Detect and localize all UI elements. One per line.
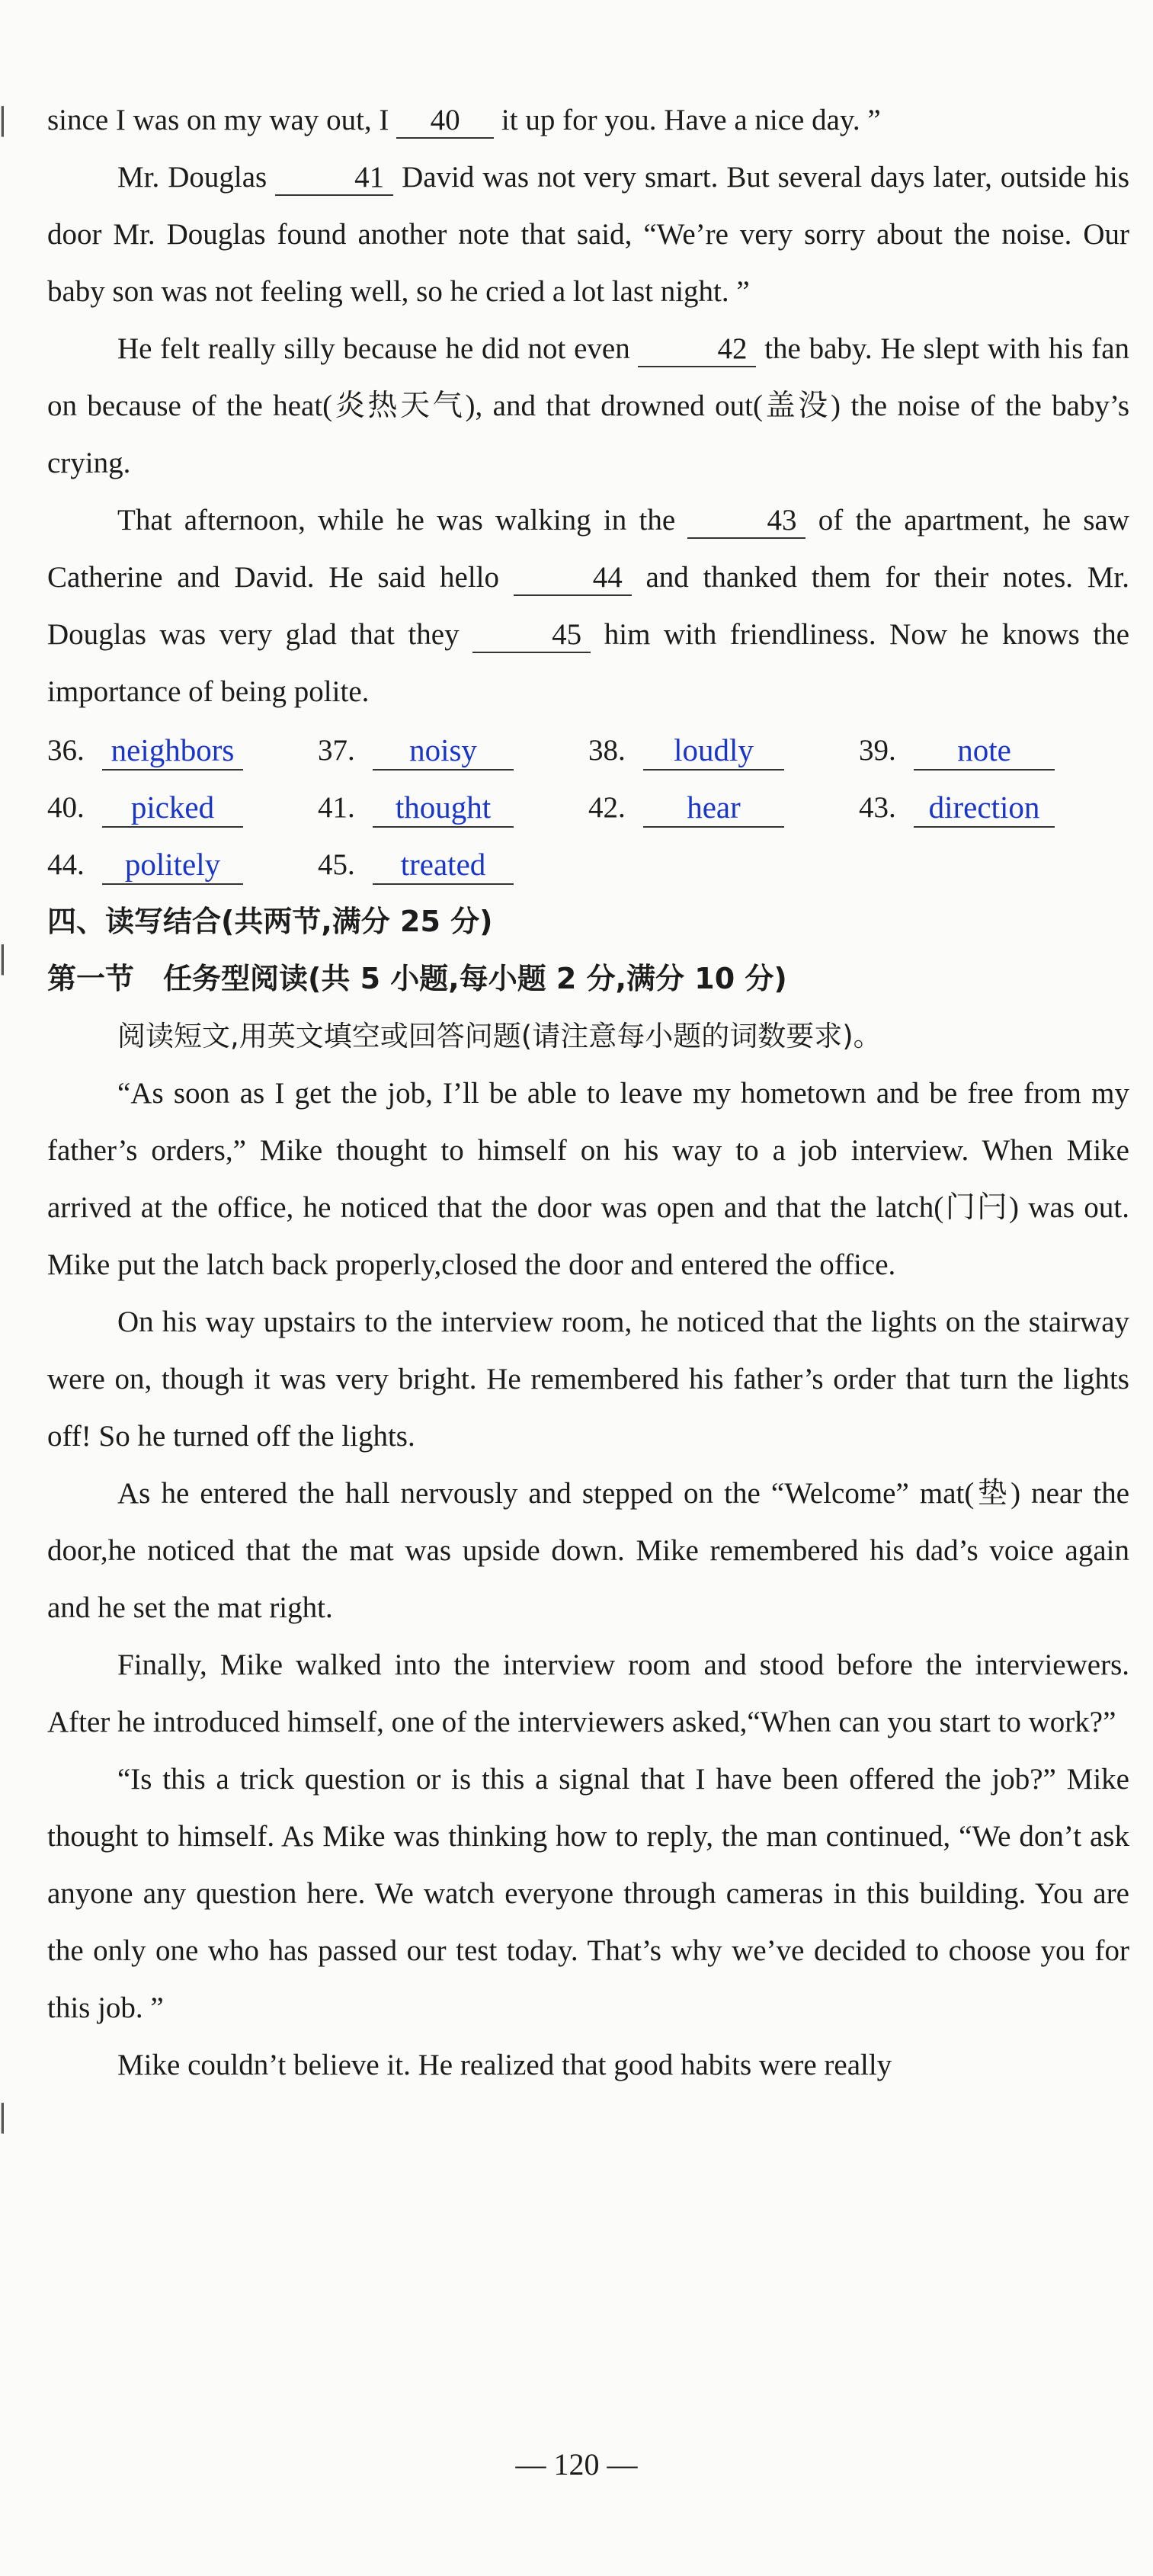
handwritten-answer: picked [102, 788, 243, 828]
answer-item: 43. direction [859, 788, 1129, 828]
answer-item: 38. loudly [588, 731, 859, 771]
answer-item: 44. politely [47, 845, 318, 885]
answer-item: 36. neighbors [47, 731, 318, 771]
story-paragraph: As he entered the hall nervously and stepped on the “Welcome” mat(垫) near the door,he noticed that the mat was upside down. Mike remembered his dad’s voice again and he set the mat right. [47, 1477, 1129, 1624]
handwritten-answer: note [914, 731, 1055, 771]
blank-44: 44 [514, 561, 632, 596]
binding-mark: ▏ [2, 108, 22, 136]
section-title: 四、读写结合(共两节,满分 25 分) [47, 905, 493, 938]
answer-item: 42. hear [588, 788, 859, 828]
paragraph-43-45: That afternoon, while he was walking in the 43 of the apartment, he saw Catherine and David. He said hello 44 and thanked them for their notes. Mr. Douglas was very glad that they 45 him with friendliness. Now he knows the importance of being polite. [47, 504, 1130, 708]
story-paragraph: “As soon as I get the job, I’ll be able to leave my hometown and be free from my father’s orders,” Mike thought to himself on his way to a job interview. When Mike arrived at the office, he noticed that the door was open and that the latch(门闩) was out. Mike put the latch back properly,closed the door and entered the office. [47, 1077, 1129, 1281]
section-subtitle: 第一节 任务型阅读(共 5 小题,每小题 2 分,满分 10 分) [47, 962, 787, 995]
binding-mark: ▏ [2, 2105, 22, 2133]
answer-grid [47, 722, 1129, 893]
blank-42: 42 [638, 332, 756, 367]
story-paragraph: Finally, Mike walked into the interview room and stood before the interviewers. After he introduced himself, one of the interviewers asked,“When can you start to work?” [47, 1648, 1129, 1738]
story-paragraph: On his way upstairs to the interview room, he noticed that the lights on the stairway were on, though it was very bright. He remembered his father’s order that turn the lights off! So he turned off the lights. [47, 1306, 1129, 1453]
handwritten-answer: direction [914, 788, 1055, 828]
page-number: — 120 — [515, 2447, 638, 2481]
paragraph-41: Mr. Douglas 41 David was not very smart. But several days later, outside his door Mr. Douglas found another note that said, “We’re very sorry about the noise. Our baby son was not feeling well, so he cried a lot last night. ” [47, 161, 1129, 308]
section-instruction: 阅读短文,用英文填空或回答问题(请注意每小题的词数要求)。 [117, 1020, 882, 1053]
binding-mark: ▏ [2, 947, 22, 975]
handwritten-answer: thought [373, 788, 514, 828]
answer-row [47, 836, 1129, 893]
answer-item: 45. treated [318, 845, 588, 885]
answer-item: 41. thought [318, 788, 588, 828]
answer-row [47, 779, 1129, 836]
handwritten-answer: neighbors [102, 731, 243, 771]
handwritten-answer: noisy [373, 731, 514, 771]
answer-item: 40. picked [47, 788, 318, 828]
blank-41: 41 [275, 161, 393, 196]
answer-item: 37. noisy [318, 731, 588, 771]
handwritten-answer: loudly [643, 731, 784, 771]
paragraph-40: since I was on my way out, I 40 it up for you. Have a nice day. ” [47, 91, 1129, 149]
handwritten-answer: hear [643, 788, 784, 828]
handwritten-answer: politely [102, 845, 243, 885]
page-content [47, 91, 1129, 2094]
blank-43: 43 [687, 504, 805, 539]
blank-45: 45 [472, 618, 591, 653]
handwritten-answer: treated [373, 845, 514, 885]
answer-item: 39. note [859, 731, 1129, 771]
answer-row [47, 722, 1129, 779]
story-paragraph: “Is this a trick question or is this a signal that I have been offered the job?” Mike thought to himself. As Mike was thinking how to reply, the man continued, “We don’t ask anyone any question here. We watch everyone through cameras in this building. You are the only one who has passed our test today. That’s why we’ve decided to choose you for this job. ” [47, 1763, 1129, 2024]
paragraph-42: He felt really silly because he did not even 42 the baby. He slept with his fan on because of the heat(炎热天气), and that drowned out(盖没) the noise of the baby’s crying. [47, 332, 1130, 479]
blank-40: 40 [396, 104, 494, 139]
story-paragraph: Mike couldn’t believe it. He realized that good habits were really [117, 2049, 892, 2081]
